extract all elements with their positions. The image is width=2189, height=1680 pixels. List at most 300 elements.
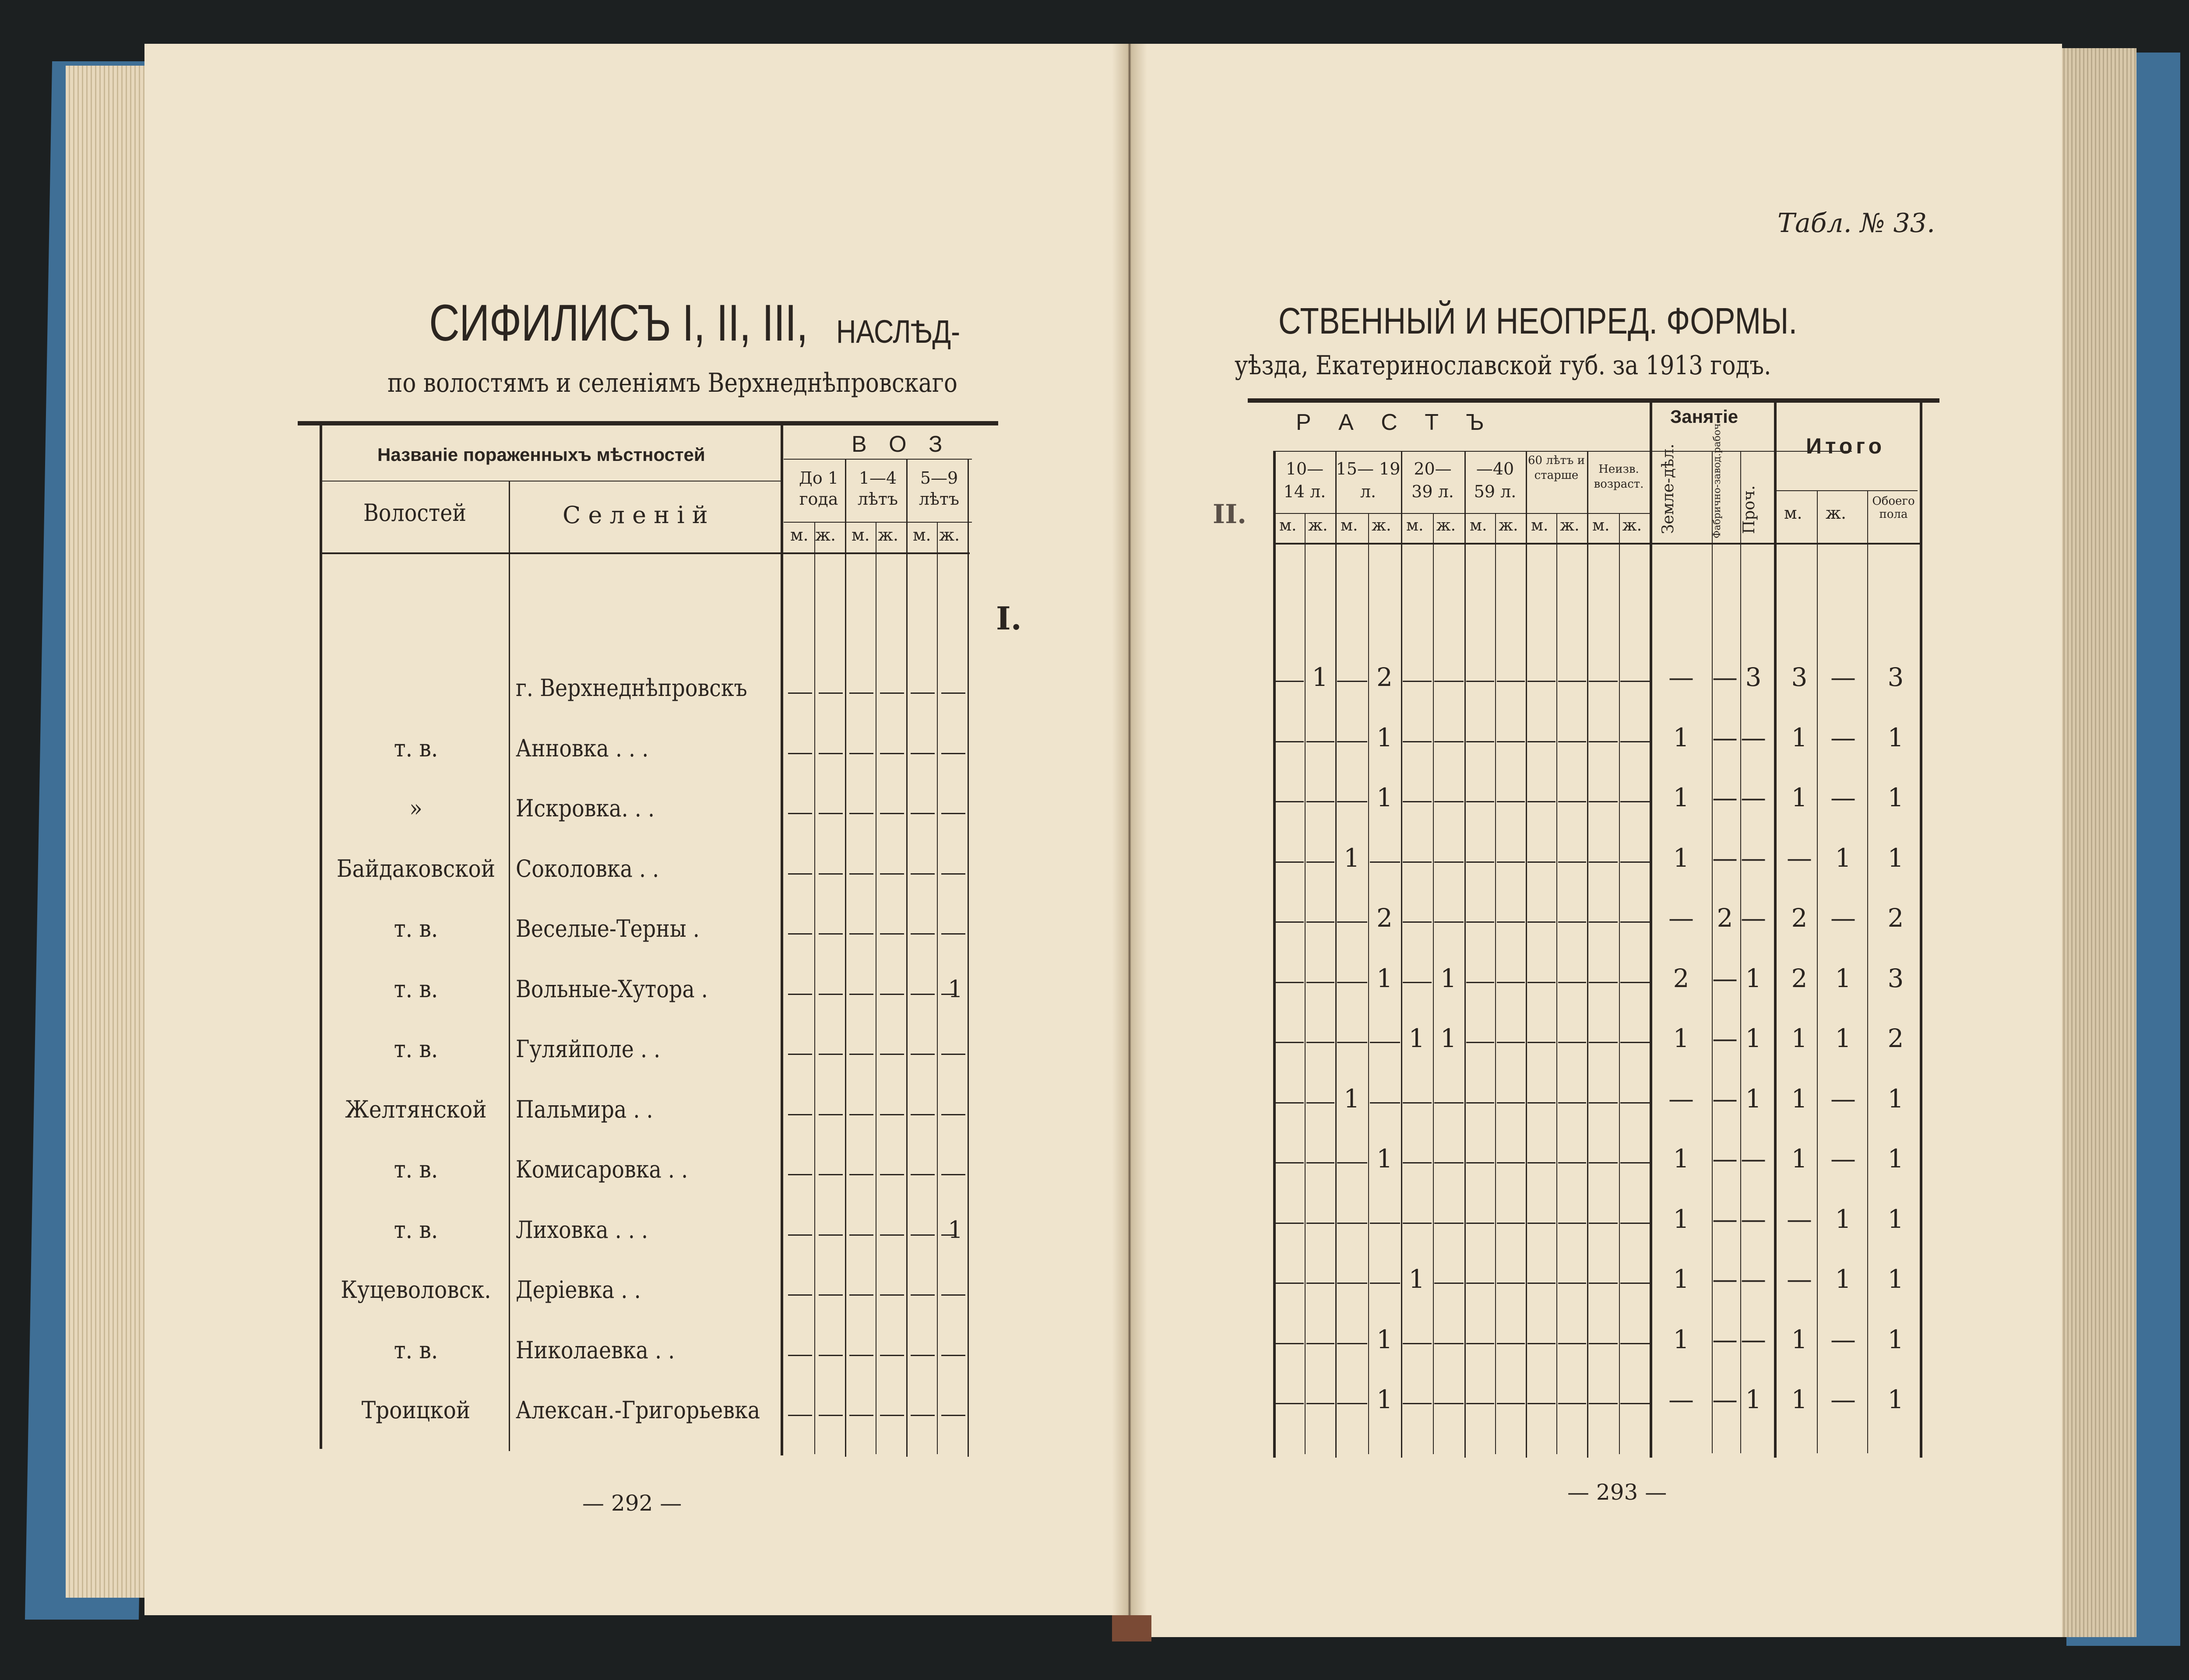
empty-cell-dash bbox=[849, 1054, 873, 1055]
empty-cell-dash bbox=[880, 1415, 904, 1416]
header-seleniy: С е л е н і й bbox=[563, 501, 708, 529]
r-age-value: 1 bbox=[1376, 963, 1393, 993]
page-edges-right bbox=[2049, 48, 2136, 1637]
r-sex-m: м. bbox=[1406, 517, 1424, 534]
empty-cell-dash bbox=[1620, 982, 1650, 983]
empty-cell-dash bbox=[819, 1294, 843, 1296]
row-selo: Пальмира . . bbox=[516, 1095, 653, 1123]
row-selo: Вольные-Хутора . bbox=[516, 975, 708, 1003]
empty-cell-dash bbox=[1403, 1102, 1432, 1104]
r-total-value: 1 bbox=[1835, 843, 1851, 873]
empty-cell-dash bbox=[849, 1114, 873, 1115]
empty-cell-dash bbox=[1276, 801, 1304, 802]
r-sex-sep bbox=[1305, 513, 1306, 1454]
right-table-border-left bbox=[1273, 451, 1276, 1458]
empty-cell-dash bbox=[1276, 921, 1304, 923]
empty-cell-dash bbox=[911, 873, 935, 875]
total-both-header: Обоего пола bbox=[1872, 495, 1915, 521]
empty-cell-dash bbox=[819, 1234, 843, 1236]
row-volost: Троицкой bbox=[361, 1396, 471, 1424]
empty-cell-dash bbox=[819, 933, 843, 935]
empty-cell-dash bbox=[1276, 1403, 1304, 1404]
r-total-value: 1 bbox=[1791, 1144, 1808, 1174]
empty-cell-dash bbox=[1276, 1343, 1304, 1344]
empty-cell-dash bbox=[1589, 921, 1618, 923]
left-grid-v bbox=[968, 459, 969, 1457]
r-occupation-value: 1 bbox=[1673, 1144, 1689, 1174]
empty-cell-dash bbox=[1558, 801, 1586, 802]
r-grid-v bbox=[1867, 490, 1868, 1453]
empty-cell-dash bbox=[1370, 1223, 1400, 1224]
empty-cell-dash bbox=[1558, 1403, 1586, 1404]
empty-cell-dash bbox=[788, 1415, 812, 1416]
sex-zh-2: ж. bbox=[878, 525, 899, 545]
empty-cell-dash bbox=[849, 692, 873, 694]
sex-m-1: м. bbox=[790, 525, 809, 545]
book-gutter bbox=[1112, 44, 1147, 1637]
r-occupation-value: — bbox=[1712, 1083, 1738, 1114]
r-occupation-value: — bbox=[1741, 1324, 1766, 1354]
right-table-top-rule bbox=[1248, 398, 1939, 403]
empty-cell-dash bbox=[1558, 1102, 1586, 1104]
r-occupation-value: — bbox=[1668, 903, 1694, 933]
r-total-value: — bbox=[1830, 783, 1856, 812]
r-occupation-value: — bbox=[1668, 1083, 1694, 1114]
empty-cell-dash bbox=[1497, 1102, 1525, 1104]
r-total-value: 3 bbox=[1887, 963, 1904, 993]
empty-cell-dash bbox=[880, 753, 904, 754]
empty-cell-dash bbox=[1434, 1343, 1464, 1344]
empty-cell-dash bbox=[941, 753, 965, 754]
r-total-value: 1 bbox=[1887, 843, 1904, 873]
r-total-value: 1 bbox=[1887, 1324, 1904, 1354]
empty-cell-dash bbox=[1403, 861, 1432, 863]
r-total-value: 2 bbox=[1791, 963, 1808, 993]
empty-cell-dash bbox=[1370, 861, 1400, 863]
empty-cell-dash bbox=[1337, 1403, 1367, 1404]
right-header-bottom-rule bbox=[1274, 543, 1922, 545]
empty-cell-dash bbox=[880, 1174, 904, 1175]
empty-cell-dash bbox=[1620, 1343, 1650, 1344]
empty-cell-dash bbox=[1497, 681, 1525, 682]
r-total-value: 3 bbox=[1887, 662, 1904, 692]
empty-cell-dash bbox=[1620, 1102, 1650, 1104]
r-age-group-sep bbox=[1335, 451, 1337, 1458]
row-selo: Николаевка . . bbox=[516, 1336, 675, 1364]
empty-cell-dash bbox=[1527, 982, 1556, 983]
r-total-value: 1 bbox=[1791, 1324, 1808, 1354]
empty-cell-dash bbox=[1527, 801, 1556, 802]
right-age-occ-sep bbox=[1650, 398, 1652, 1458]
empty-cell-dash bbox=[788, 692, 812, 694]
sex-m-2: м. bbox=[852, 525, 870, 545]
r-occupation-value: 1 bbox=[1673, 1264, 1689, 1294]
r-occupation-value: — bbox=[1712, 1324, 1738, 1354]
row-volost: Байдаковской bbox=[336, 854, 496, 882]
empty-cell-dash bbox=[1558, 921, 1586, 923]
r-total-value: — bbox=[1787, 1204, 1812, 1234]
empty-cell-dash bbox=[1466, 1223, 1494, 1224]
empty-cell-dash bbox=[788, 1174, 812, 1175]
empty-cell-dash bbox=[1403, 1162, 1432, 1163]
empty-cell-dash bbox=[1620, 681, 1650, 682]
empty-cell-dash bbox=[1589, 1102, 1618, 1104]
empty-cell-dash bbox=[911, 1355, 935, 1356]
empty-cell-dash bbox=[1434, 741, 1464, 742]
empty-cell-dash bbox=[941, 1054, 965, 1055]
empty-cell-dash bbox=[1558, 861, 1586, 863]
right-sex-header-rule bbox=[1274, 513, 1651, 514]
empty-cell-dash bbox=[1558, 1042, 1586, 1043]
r-occupation-value: — bbox=[1712, 783, 1738, 812]
empty-cell-dash bbox=[1434, 1403, 1464, 1404]
empty-cell-dash bbox=[1434, 861, 1464, 863]
r-total-value: 1 bbox=[1835, 1264, 1851, 1294]
r-grid-v bbox=[1817, 490, 1818, 1453]
empty-cell-dash bbox=[941, 692, 965, 694]
r-occupation-value: 1 bbox=[1673, 722, 1689, 752]
empty-cell-dash bbox=[1337, 681, 1367, 682]
empty-cell-dash bbox=[1306, 741, 1334, 742]
empty-cell-dash bbox=[1337, 982, 1367, 983]
r-total-value: 1 bbox=[1887, 722, 1904, 752]
empty-cell-dash bbox=[1403, 1343, 1432, 1344]
right-page-number: — 293 — bbox=[1567, 1480, 1667, 1505]
r-sex-sep bbox=[1433, 513, 1434, 1454]
empty-cell-dash bbox=[849, 873, 873, 875]
left-grid-v bbox=[906, 459, 908, 1457]
r-age-value: 1 bbox=[1408, 1264, 1425, 1294]
empty-cell-dash bbox=[1466, 1343, 1494, 1344]
r-grid-v bbox=[1740, 451, 1741, 1453]
empty-cell-dash bbox=[911, 994, 935, 995]
r-total-value: 1 bbox=[1887, 783, 1904, 812]
r-total-value: — bbox=[1787, 843, 1812, 873]
r-occupation-value: — bbox=[1712, 1385, 1738, 1414]
r-total-value: 2 bbox=[1791, 903, 1808, 933]
title-main: СИФИЛИСЪ I, II, III, bbox=[429, 294, 808, 352]
r-total-value: 2 bbox=[1887, 903, 1904, 933]
r-sex-zh: ж. bbox=[1372, 517, 1391, 534]
empty-cell-dash bbox=[880, 933, 904, 935]
row-value-5-9-zh: 1 bbox=[948, 1216, 963, 1244]
empty-cell-dash bbox=[1466, 921, 1494, 923]
header-age-right: Р А С Т Ъ bbox=[1296, 410, 1495, 435]
empty-cell-dash bbox=[1403, 801, 1432, 802]
section-mark-right: II. bbox=[1213, 499, 1247, 530]
empty-cell-dash bbox=[849, 1294, 873, 1296]
r-age-group-sep bbox=[1464, 451, 1466, 1458]
empty-cell-dash bbox=[1497, 921, 1525, 923]
empty-cell-dash bbox=[1276, 1102, 1304, 1104]
empty-cell-dash bbox=[1370, 1042, 1400, 1043]
empty-cell-dash bbox=[911, 1114, 935, 1115]
empty-cell-dash bbox=[819, 1054, 843, 1055]
empty-cell-dash bbox=[819, 1174, 843, 1175]
r-occupation-value: 1 bbox=[1673, 843, 1689, 873]
r-age-group-2: 15— 19 л. bbox=[1336, 459, 1401, 501]
left-table-border-left bbox=[320, 422, 322, 1449]
r-occupation-value: 2 bbox=[1717, 903, 1733, 933]
empty-cell-dash bbox=[1527, 681, 1556, 682]
empty-cell-dash bbox=[1527, 1343, 1556, 1344]
empty-cell-dash bbox=[911, 1054, 935, 1055]
empty-cell-dash bbox=[1276, 1162, 1304, 1163]
r-age-value: 1 bbox=[1344, 843, 1360, 873]
empty-cell-dash bbox=[1434, 681, 1464, 682]
empty-cell-dash bbox=[1306, 1162, 1334, 1163]
r-occupation-value: — bbox=[1741, 843, 1766, 873]
table-label: Табл. № 33. bbox=[1777, 208, 1936, 239]
sex-zh-1: ж. bbox=[815, 525, 836, 545]
right-total-header-rule bbox=[1775, 490, 1918, 491]
r-occupation-value: 1 bbox=[1673, 1204, 1689, 1234]
r-occupation-value: 1 bbox=[1745, 1023, 1762, 1053]
header-occupation: Занятіе bbox=[1670, 406, 1739, 427]
right-table-border-right bbox=[1920, 403, 1922, 1458]
right-title: СТВЕННЫЙ И НЕОПРЕД. ФОРМЫ. bbox=[1278, 300, 1798, 341]
empty-cell-dash bbox=[1620, 921, 1650, 923]
empty-cell-dash bbox=[819, 813, 843, 814]
row-volost: Желтянской bbox=[345, 1095, 487, 1123]
row-selo: Лиховка . . . bbox=[516, 1216, 648, 1244]
r-occupation-value: — bbox=[1712, 662, 1738, 692]
empty-cell-dash bbox=[1466, 861, 1494, 863]
r-total-value: 1 bbox=[1887, 1204, 1904, 1234]
r-sex-zh: ж. bbox=[1560, 517, 1580, 534]
empty-cell-dash bbox=[1589, 681, 1618, 682]
empty-cell-dash bbox=[911, 813, 935, 814]
empty-cell-dash bbox=[1527, 861, 1556, 863]
r-sex-m: м. bbox=[1531, 517, 1548, 534]
empty-cell-dash bbox=[911, 1174, 935, 1175]
r-sex-sep bbox=[1495, 513, 1496, 1454]
empty-cell-dash bbox=[849, 813, 873, 814]
empty-cell-dash bbox=[1403, 681, 1432, 682]
r-sex-zh: ж. bbox=[1308, 517, 1328, 534]
empty-cell-dash bbox=[819, 873, 843, 875]
left-col-sep-volost bbox=[509, 482, 510, 1451]
empty-cell-dash bbox=[788, 1234, 812, 1236]
left-page bbox=[144, 44, 1125, 1615]
r-occupation-value: 1 bbox=[1745, 1385, 1762, 1414]
empty-cell-dash bbox=[1558, 1343, 1586, 1344]
row-volost: » bbox=[409, 794, 422, 822]
row-selo: Алексан.-Григорьевка bbox=[516, 1396, 760, 1424]
right-subtitle: уѣзда, Екатеринославской губ. за 1913 годъ. bbox=[1235, 350, 1771, 381]
empty-cell-dash bbox=[788, 1355, 812, 1356]
r-occupation-value: — bbox=[1668, 662, 1694, 692]
empty-cell-dash bbox=[1466, 681, 1494, 682]
empty-cell-dash bbox=[1497, 1223, 1525, 1224]
empty-cell-dash bbox=[1527, 741, 1556, 742]
empty-cell-dash bbox=[1306, 1283, 1334, 1284]
left-title bbox=[429, 293, 891, 353]
empty-cell-dash bbox=[1306, 1223, 1334, 1224]
r-total-value: — bbox=[1787, 1264, 1812, 1294]
r-sex-m: м. bbox=[1279, 517, 1297, 534]
row-selo: Анновка . . . bbox=[516, 734, 649, 762]
empty-cell-dash bbox=[788, 753, 812, 754]
r-age-group-6: Неизв. возраст. bbox=[1594, 463, 1644, 491]
empty-cell-dash bbox=[1306, 801, 1334, 802]
empty-cell-dash bbox=[1403, 982, 1432, 983]
empty-cell-dash bbox=[1497, 1162, 1525, 1163]
r-total-value: — bbox=[1830, 1385, 1856, 1414]
empty-cell-dash bbox=[819, 753, 843, 754]
empty-cell-dash bbox=[1558, 1223, 1586, 1224]
empty-cell-dash bbox=[1276, 1042, 1304, 1043]
empty-cell-dash bbox=[788, 994, 812, 995]
empty-cell-dash bbox=[1497, 801, 1525, 802]
empty-cell-dash bbox=[1497, 861, 1525, 863]
empty-cell-dash bbox=[1434, 1102, 1464, 1104]
empty-cell-dash bbox=[1527, 1042, 1556, 1043]
header-volosti: Волостей bbox=[363, 499, 467, 527]
row-selo: Соколовка . . bbox=[516, 854, 659, 882]
empty-cell-dash bbox=[880, 692, 904, 694]
empty-cell-dash bbox=[1620, 801, 1650, 802]
empty-cell-dash bbox=[1306, 921, 1334, 923]
empty-cell-dash bbox=[1466, 801, 1494, 802]
empty-cell-dash bbox=[1620, 1042, 1650, 1043]
empty-cell-dash bbox=[880, 1054, 904, 1055]
empty-cell-dash bbox=[1306, 1042, 1334, 1043]
empty-cell-dash bbox=[1403, 1223, 1432, 1224]
empty-cell-dash bbox=[1370, 1283, 1400, 1284]
section-mark-left: I. bbox=[996, 600, 1022, 637]
empty-cell-dash bbox=[1620, 741, 1650, 742]
empty-cell-dash bbox=[1497, 741, 1525, 742]
empty-cell-dash bbox=[941, 813, 965, 814]
r-age-group-5: 60 лѣтъ и старше bbox=[1527, 454, 1585, 482]
empty-cell-dash bbox=[819, 1114, 843, 1115]
r-sex-sep bbox=[1619, 513, 1620, 1454]
empty-cell-dash bbox=[911, 1234, 935, 1236]
empty-cell-dash bbox=[1589, 1223, 1618, 1224]
row-selo: Искровка. . . bbox=[516, 794, 655, 822]
empty-cell-dash bbox=[849, 1415, 873, 1416]
r-sex-m: м. bbox=[1470, 517, 1487, 534]
r-occupation-value: 2 bbox=[1673, 963, 1689, 993]
r-total-value: 1 bbox=[1791, 722, 1808, 752]
book-spine bbox=[1112, 1615, 1151, 1641]
header-total: Итого bbox=[1806, 434, 1886, 458]
empty-cell-dash bbox=[1466, 1283, 1494, 1284]
empty-cell-dash bbox=[1497, 1283, 1525, 1284]
r-occupation-value: — bbox=[1741, 1204, 1766, 1234]
r-age-value: 1 bbox=[1408, 1023, 1425, 1053]
empty-cell-dash bbox=[1306, 1343, 1334, 1344]
empty-cell-dash bbox=[1527, 1162, 1556, 1163]
empty-cell-dash bbox=[788, 933, 812, 935]
r-occupation-value: 1 bbox=[1745, 963, 1762, 993]
empty-cell-dash bbox=[1620, 861, 1650, 863]
sex-header-rule-left bbox=[784, 522, 972, 523]
empty-cell-dash bbox=[819, 692, 843, 694]
empty-cell-dash bbox=[1276, 861, 1304, 863]
empty-cell-dash bbox=[1276, 982, 1304, 983]
r-total-value: 1 bbox=[1791, 1083, 1808, 1114]
sex-zh-3: ж. bbox=[939, 525, 960, 545]
left-subtitle: по волостямъ и селеніямъ Верхнеднѣпровскаго bbox=[387, 368, 957, 398]
empty-cell-dash bbox=[1403, 741, 1432, 742]
left-header-bottom-rule bbox=[322, 552, 970, 554]
empty-cell-dash bbox=[1403, 921, 1432, 923]
empty-cell-dash bbox=[1589, 801, 1618, 802]
r-total-value: 1 bbox=[1887, 1264, 1904, 1294]
empty-cell-dash bbox=[1527, 1283, 1556, 1284]
r-occupation-value: — bbox=[1712, 1204, 1738, 1234]
r-occupation-value: — bbox=[1712, 843, 1738, 873]
age-group-2: 1—4 лѣтъ bbox=[857, 468, 898, 509]
r-total-value: 1 bbox=[1835, 1204, 1851, 1234]
r-total-value: 1 bbox=[1791, 783, 1808, 812]
empty-cell-dash bbox=[819, 1355, 843, 1356]
empty-cell-dash bbox=[1589, 982, 1618, 983]
left-header-rule bbox=[322, 481, 781, 482]
r-total-value: — bbox=[1830, 722, 1856, 752]
r-sex-zh: ж. bbox=[1436, 517, 1456, 534]
r-sex-m: м. bbox=[1592, 517, 1610, 534]
empty-cell-dash bbox=[1466, 1403, 1494, 1404]
r-age-group-4: —40 59 л. bbox=[1474, 459, 1517, 501]
empty-cell-dash bbox=[1337, 801, 1367, 802]
empty-cell-dash bbox=[911, 753, 935, 754]
title-continuation: НАСЛѢД- bbox=[836, 313, 961, 350]
empty-cell-dash bbox=[1589, 1162, 1618, 1163]
empty-cell-dash bbox=[1306, 861, 1334, 863]
empty-cell-dash bbox=[1620, 1283, 1650, 1284]
r-total-value: 1 bbox=[1835, 1023, 1851, 1053]
row-volost: т. в. bbox=[394, 915, 438, 942]
row-volost: т. в. bbox=[394, 1336, 438, 1364]
total-zh-header: ж. bbox=[1826, 503, 1847, 523]
empty-cell-dash bbox=[1337, 1343, 1367, 1344]
r-age-group-sep bbox=[1401, 451, 1402, 1458]
empty-cell-dash bbox=[849, 1355, 873, 1356]
empty-cell-dash bbox=[911, 933, 935, 935]
empty-cell-dash bbox=[941, 1174, 965, 1175]
r-age-value: 1 bbox=[1376, 1324, 1393, 1354]
row-selo: Гуляйполе . . bbox=[516, 1035, 661, 1063]
empty-cell-dash bbox=[1337, 1162, 1367, 1163]
empty-cell-dash bbox=[911, 1294, 935, 1296]
empty-cell-dash bbox=[1589, 1283, 1618, 1284]
row-selo: Комисаровка . . bbox=[516, 1156, 688, 1183]
left-grid-v bbox=[814, 522, 815, 1454]
empty-cell-dash bbox=[1527, 1223, 1556, 1224]
empty-cell-dash bbox=[1337, 741, 1367, 742]
empty-cell-dash bbox=[1466, 1162, 1494, 1163]
empty-cell-dash bbox=[880, 1355, 904, 1356]
occ-header-2: Фабрично-завод.рабоч. bbox=[1712, 420, 1723, 538]
occ-header-3: Проч. bbox=[1740, 485, 1758, 534]
r-age-value: 1 bbox=[1376, 783, 1393, 812]
empty-cell-dash bbox=[941, 873, 965, 875]
left-grid-v bbox=[937, 522, 938, 1454]
empty-cell-dash bbox=[1527, 921, 1556, 923]
r-total-value: — bbox=[1830, 1324, 1856, 1354]
r-total-value: — bbox=[1830, 662, 1856, 692]
empty-cell-dash bbox=[1589, 1403, 1618, 1404]
r-age-value: 2 bbox=[1376, 662, 1393, 692]
age-group-1: До 1 года bbox=[799, 468, 839, 509]
r-age-value: 1 bbox=[1312, 662, 1328, 692]
empty-cell-dash bbox=[1589, 861, 1618, 863]
empty-cell-dash bbox=[1434, 1223, 1464, 1224]
r-age-value: 1 bbox=[1440, 1023, 1457, 1053]
